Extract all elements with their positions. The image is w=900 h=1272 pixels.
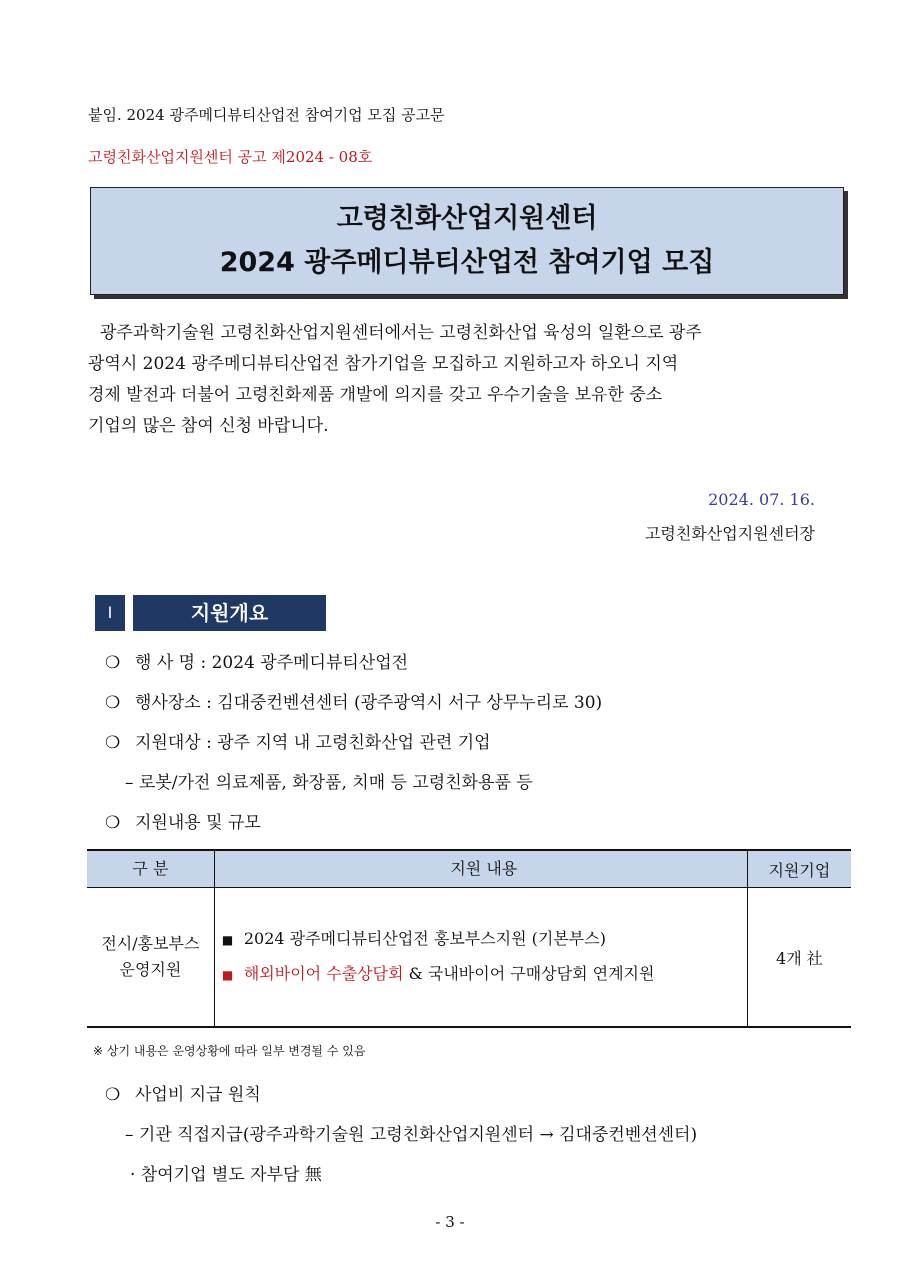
- content-text: & 국내바이어 구매상담회 연계지원: [403, 964, 655, 983]
- table-header-content: 지원 내용: [214, 850, 747, 888]
- circle-bullet-icon: ❍: [105, 1085, 121, 1105]
- intro-paragraph: [88, 318, 828, 442]
- table-header-companies: 지원기업: [747, 850, 851, 888]
- table-note: ※ 상기 내용은 운영상황에 따라 일부 변경될 수 있음: [93, 1044, 366, 1058]
- notice-date: 2024. 07. 16.: [708, 490, 815, 509]
- circle-bullet-icon: ❍: [105, 733, 121, 753]
- intro-line: 경제 발전과 더불어 고령친화제품 개발에 의지를 갖고 우수기술을 보유한 중소: [88, 385, 663, 405]
- title-line-1: 고령친화산업지원센터: [336, 203, 598, 234]
- item-target-detail: – 로봇/가전 의료제품, 화장품, 치매 등 고령친화용품 등: [125, 773, 533, 793]
- square-bullet-icon: ■: [221, 933, 234, 947]
- item-text: 행 사 명 : 2024 광주메디뷰티산업전: [135, 653, 409, 673]
- title-line-2: 2024 광주메디뷰티산업전 참여기업 모집: [219, 247, 715, 278]
- item-scope: [105, 808, 261, 833]
- item-venue: [105, 688, 602, 713]
- circle-bullet-icon: ❍: [105, 813, 121, 833]
- category-line: 운영지원: [119, 960, 182, 979]
- support-table: [87, 849, 851, 1028]
- square-bullet-icon: ■: [221, 968, 234, 982]
- payment-detail: – 기관 직접지급(광주과학기술원 고령친화산업지원센터 → 김대중컨벤션센터): [125, 1125, 698, 1145]
- item-payment: [105, 1080, 261, 1105]
- page-number: - 3 -: [435, 1213, 465, 1231]
- section-title: 지원개요: [133, 595, 326, 631]
- item-text: 지원대상 : 광주 지역 내 고령친화산업 관련 기업: [135, 733, 491, 753]
- table-cell-companies: 4개 社: [747, 888, 851, 1028]
- item-text: 지원내용 및 규모: [135, 813, 261, 833]
- content-line: [222, 922, 746, 957]
- payment-detail: · 참여기업 별도 자부담 無: [130, 1165, 322, 1185]
- section-number: Ⅰ: [95, 595, 125, 631]
- table-row: [87, 888, 851, 1028]
- table-cell-content: [214, 888, 747, 1028]
- item-text: 행사장소 : 김대중컨벤션센터 (광주광역시 서구 상무누리로 30): [135, 693, 603, 713]
- signer: 고령친화산업지원센터장: [644, 524, 815, 543]
- table-cell-category: [87, 888, 214, 1028]
- table-header-row: [87, 850, 851, 888]
- category-line: 전시/홍보부스: [101, 934, 200, 953]
- item-text: 사업비 지급 원칙: [135, 1085, 261, 1105]
- circle-bullet-icon: ❍: [105, 653, 121, 673]
- item-target: [105, 728, 491, 753]
- table-header-category: 구 분: [87, 850, 214, 888]
- content-text: 2024 광주메디뷰티산업전 홍보부스지원 (기본부스): [243, 929, 606, 948]
- content-text-highlight: 해외바이어 수출상담회: [243, 964, 404, 983]
- intro-line: 기업의 많은 참여 신청 바랍니다.: [88, 416, 329, 436]
- attachment-label: 붙임. 2024 광주메디뷰티산업전 참여기업 모집 공고문: [88, 106, 445, 124]
- intro-line: 광역시 2024 광주메디뷰티산업전 참가기업을 모집하고 지원하고자 하오니 지역: [88, 354, 679, 374]
- intro-line: 광주과학기술원 고령친화산업지원센터에서는 고령친화산업 육성의 일환으로 광주: [100, 323, 702, 343]
- circle-bullet-icon: ❍: [105, 693, 121, 713]
- title-box: [90, 187, 844, 295]
- notice-number: 고령친화산업지원센터 공고 제2024 - 08호: [88, 148, 373, 166]
- item-event-name: [105, 648, 408, 673]
- content-line: [222, 957, 746, 992]
